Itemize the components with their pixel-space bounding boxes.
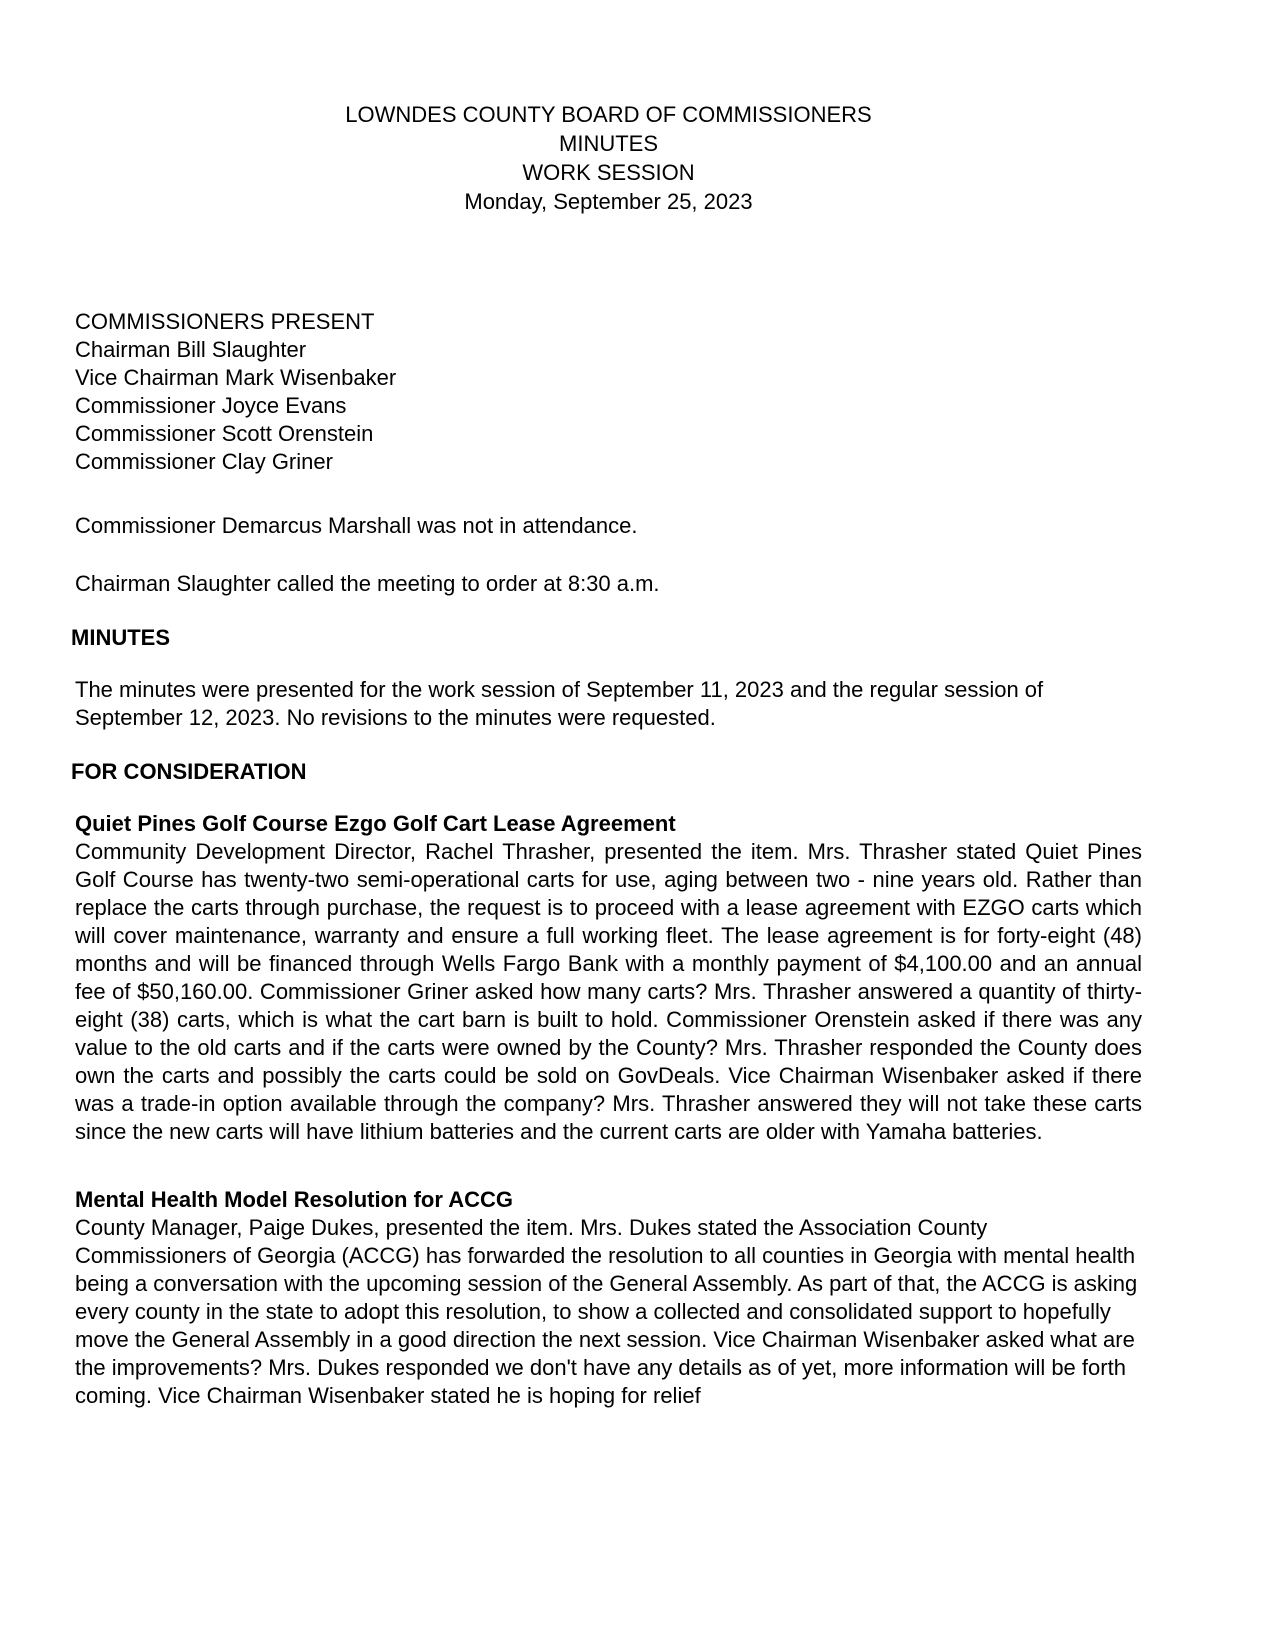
agenda-item-title: Mental Health Model Resolution for ACCG xyxy=(75,1187,513,1212)
minutes-body: The minutes were presented for the work session of September 11, 2023 and the regular session of September 12, 2023. No revisions to the minutes were requested. xyxy=(75,677,1044,730)
agenda-item-body: Community Development Director, Rachel Thrasher, presented the item. Mrs. Thrasher stated Quiet Pines Golf Course has twenty-two semi-operational carts for use, aging between two - nine years old. Rather than replace the carts through purchase, the request is to proceed with a lease agreement with EZGO carts which will cover maintenance, warranty and ensure a full working fleet. The lease agreement is for forty-eight (48) months and will be financed through Wells Fargo Bank with a monthly payment of $4,100.00 and an annual fee of $50,160.00. Commissioner Griner asked how many carts? Mrs. Thrasher answered a quantity of thirty-eight (38) carts, which is what the cart barn is built to hold. Commissioner Orenstein asked if there was any value to the old carts and if the carts were owned by the County? Mrs. Thrasher responded the County does own the carts and possibly the carts could be sold on GovDeals. Vice Chairman Wisenbaker asked if there was a trade-in option available through the company? Mrs. Thrasher answered they will not take these carts since the new carts will have lithium batteries and the current carts are older with Yamaha batteries. xyxy=(75,839,1142,1144)
agenda-item-title: Quiet Pines Golf Course Ezgo Golf Cart Lease Agreement xyxy=(75,811,676,836)
session-date: Monday, September 25, 2023 xyxy=(464,189,753,214)
attendee-line: Commissioner Scott Orenstein xyxy=(75,421,374,446)
minutes-section xyxy=(71,624,1142,732)
org-title: LOWNDES COUNTY BOARD OF COMMISSIONERS xyxy=(345,102,872,127)
session-type: WORK SESSION xyxy=(522,160,695,185)
agenda-item xyxy=(75,1186,1142,1410)
consideration-heading: FOR CONSIDERATION xyxy=(71,759,307,784)
consideration-section xyxy=(71,758,1142,1410)
attendee-line: Commissioner Joyce Evans xyxy=(75,393,347,418)
agenda-item xyxy=(75,810,1142,1146)
attendee-line: Commissioner Clay Griner xyxy=(75,449,333,474)
document-header xyxy=(75,100,1142,216)
absence-note: Commissioner Demarcus Marshall was not in attendance. xyxy=(75,513,638,538)
attendee-line: Vice Chairman Mark Wisenbaker xyxy=(75,365,397,390)
doc-type: MINUTES xyxy=(559,131,658,156)
attendance-section xyxy=(75,308,1142,598)
minutes-heading: MINUTES xyxy=(71,625,170,650)
attendee-line: Chairman Bill Slaughter xyxy=(75,337,307,362)
call-to-order-note: Chairman Slaughter called the meeting to order at 8:30 a.m. xyxy=(75,571,660,596)
agenda-item-body: County Manager, Paige Dukes, presented the item. Mrs. Dukes stated the Association County Commissioners of Georgia (ACCG) has forwarded the resolution to all counties in Georgia with mental health being a conversation with the upcoming session of the General Assembly. As part of that, the ACCG is asking every county in the state to adopt this resolution, to show a collected and consolidated support to hopefully move the General Assembly in a good direction the next session. Vice Chairman Wisenbaker asked what are the improvements? Mrs. Dukes responded we don't have any details as of yet, more information will be forth coming. Vice Chairman Wisenbaker stated he is hoping for relief xyxy=(75,1215,1138,1408)
attendance-heading: COMMISSIONERS PRESENT xyxy=(75,309,375,334)
